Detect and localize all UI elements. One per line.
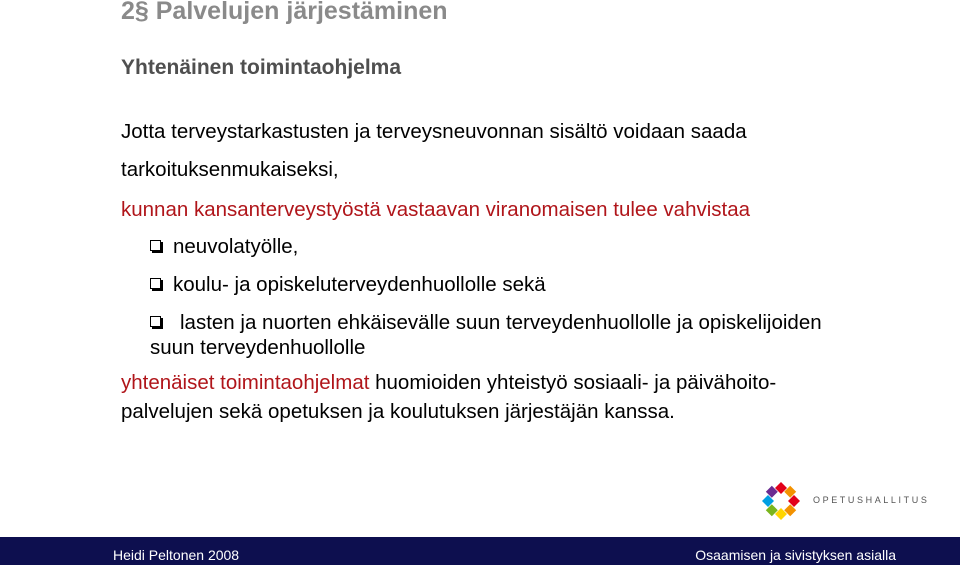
authority-line: kunnan kansanterveystyöstä vastaavan viranomaisen tulee vahvistaa [121, 198, 751, 221]
footer-tagline: Osaamisen ja sivistyksen asialla [695, 547, 896, 563]
intro-line-2: tarkoituksenmukaiseksi, [121, 158, 339, 181]
logo-center [774, 494, 788, 508]
bullet-box-icon [150, 240, 161, 251]
bullet-box-icon [150, 278, 161, 289]
bullet-box-icon [150, 316, 161, 327]
bullet-item-3: lasten ja nuorten ehkäisevälle suun terveydenhuollolle ja opiskelijoiden [180, 311, 822, 334]
program-line-2: palvelujen sekä opetuksen ja koulutuksen järjestäjän kanssa. [121, 400, 675, 423]
program-highlight: yhtenäiset toimintaohjelmat [121, 371, 370, 394]
program-text: huomioiden yhteistyö sosiaali- ja päivähoito- [369, 371, 777, 394]
bullet-item-1: neuvolatyölle, [173, 235, 299, 258]
program-line-1 [121, 371, 776, 395]
intro-line-1: Jotta terveystarkastusten ja terveysneuvonnan sisältö voidaan saada [121, 120, 747, 143]
bullet-item-2: koulu- ja opiskeluterveydenhuollolle sekä [173, 273, 546, 296]
bullet-item-3-continuation: suun terveydenhuollolle [150, 336, 366, 359]
logo-text: OPETUSHALLITUS [813, 495, 930, 505]
opetushallitus-logo-icon [756, 476, 806, 526]
footer-author: Heidi Peltonen 2008 [113, 547, 240, 563]
slide-subtitle: Yhtenäinen toimintaohjelma [121, 56, 402, 79]
slide-title: 2§ Palvelujen järjestäminen [121, 0, 448, 25]
